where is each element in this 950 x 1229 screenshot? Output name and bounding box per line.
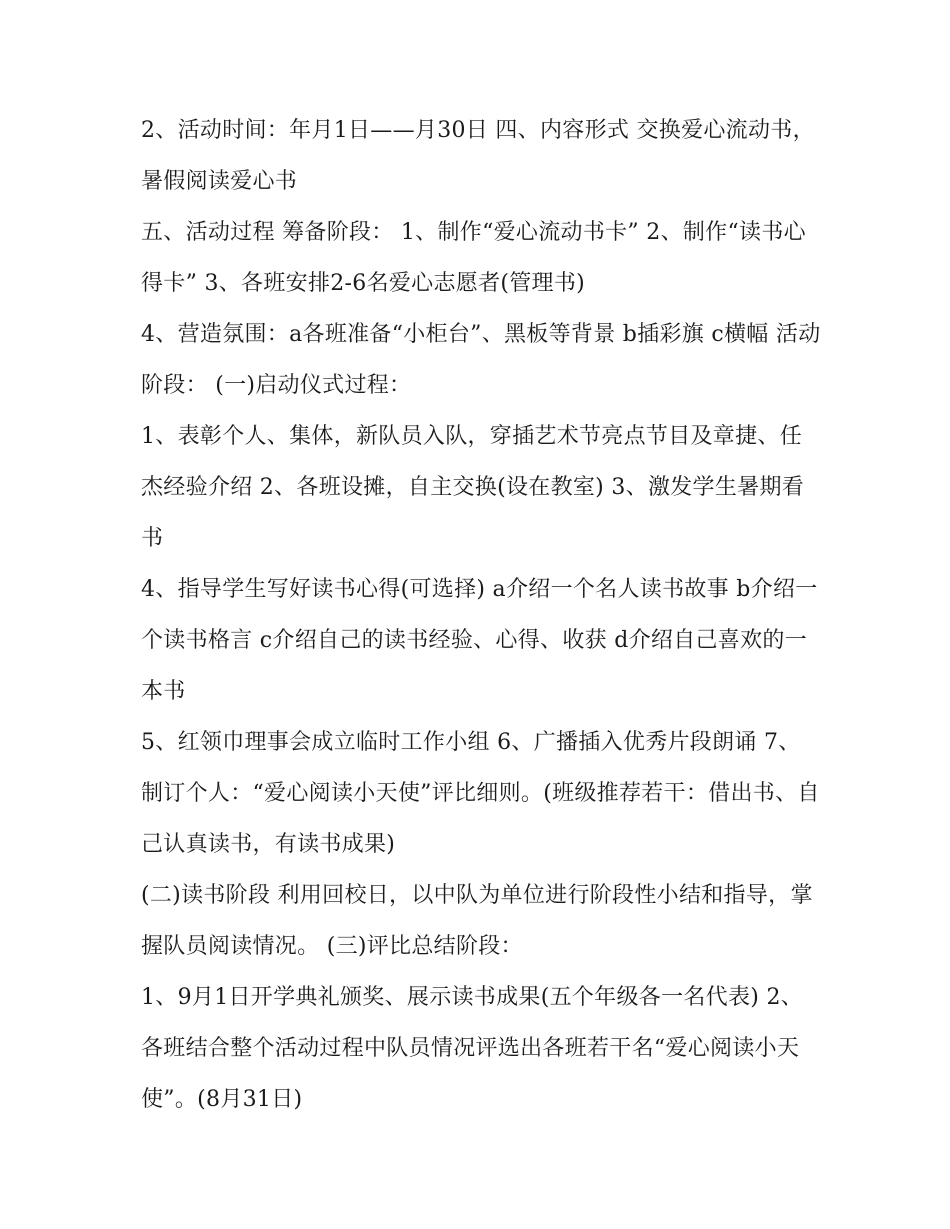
paragraph-activity-time: 2、活动时间：年月1日——月30日 四、内容形式 交换爱心流动书，暑假阅读爱心书 <box>141 118 815 194</box>
paragraph-preparation: 五、活动过程 筹备阶段： 1、制作“爱心流动书卡” 2、制作“读书心得卡” 3、各班安排2-6名爱心志愿者(管理书) <box>141 220 806 296</box>
paragraph-summary-stage: 1、9月1日开学典礼颁奖、展示读书成果(五个年级各一名代表) 2、各班结合整个活动过程中队员情况评选出各班若干名“爱心阅读小天使”。(8月31日) <box>141 985 804 1112</box>
paragraph-reading-guidance: 4、指导学生写好读书心得(可选择) a介绍一个名人读书故事 b介绍一个读书格言 c介绍自己的读书经验、心得、收获 d介绍自己喜欢的一本书 <box>141 577 818 704</box>
paragraph-ceremony: 1、表彰个人、集体，新队员入队，穿插艺术节亮点节目及章捷、任杰经验介绍 2、各班设摊，自主交换(设在教室) 3、激发学生暑期看书 <box>141 424 805 551</box>
document-body <box>141 105 821 1125</box>
paragraph-reading-stage: (二)读书阶段 利用回校日，以中队为单位进行阶段性小结和指导，掌握队员阅读情况。 (三)评比总结阶段： <box>141 883 813 959</box>
paragraph-working-group: 5、红领巾理事会成立临时工作小组 6、广播插入优秀片段朗诵 7、制订个人：“爱心阅读小天使”评比细则。(班级推荐若干：借出书、自己认真读书，有读书成果) <box>141 730 820 857</box>
paragraph-atmosphere: 4、营造氛围：a各班准备“小柜台”、黑板等背景 b插彩旗 c横幅 活动阶段： (一)启动仪式过程： <box>141 322 821 398</box>
